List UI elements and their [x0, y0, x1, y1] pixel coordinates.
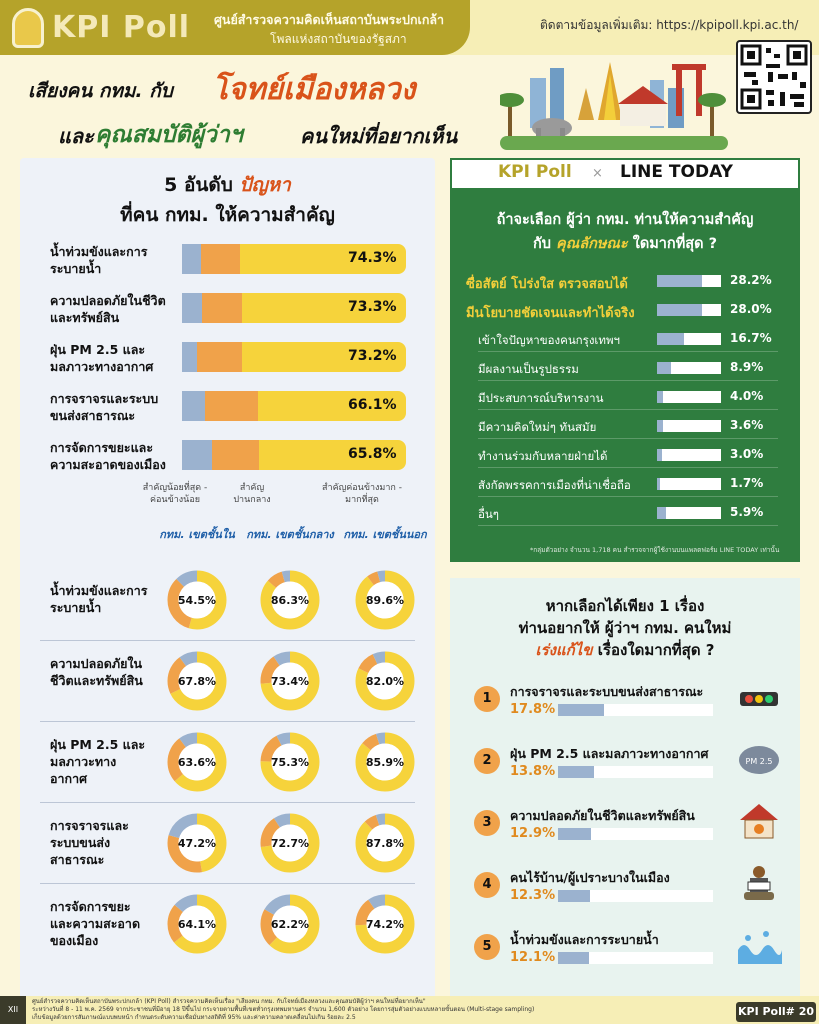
donut-chart: [255, 646, 325, 716]
urgent-issue-value: 13.8%: [510, 764, 556, 779]
traffic-light-icon: [736, 678, 782, 716]
bar-segment-low: [182, 440, 212, 470]
quality-label: ซื่อสัตย์ โปร่งใส ตรวจสอบได้: [466, 277, 628, 292]
donut-value-label: 67.8%: [177, 675, 217, 688]
donut-value-label: 89.6%: [365, 594, 405, 607]
quality-bar: [657, 391, 721, 403]
title-line1-highlight: โจทย์เมืองหลวง: [212, 72, 416, 107]
urgent-issue-value: 12.3%: [510, 888, 556, 903]
quality-label: สังกัดพรรคการเมืองที่น่าเชื่อถือ: [478, 478, 631, 492]
title-line2-suffix: คนใหม่ที่อยากเห็น: [300, 124, 458, 148]
bar-segment-low: [182, 244, 201, 274]
donut-svg: [255, 808, 325, 878]
donut-svg: [350, 646, 420, 716]
quality-row-line: [478, 409, 778, 410]
green-q2-suffix: ใดมากที่สุด ?: [632, 236, 717, 252]
donut-chart: [350, 565, 420, 635]
org-name: ศูนย์สำรวจความคิดเห็นสถาบันพระปกเกล้า: [214, 12, 445, 27]
donut-value-label: 86.3%: [270, 594, 310, 607]
legend-high: สำคัญค่อนข้างมาก - มากที่สุด: [322, 483, 402, 505]
donut-value-label: 73.4%: [270, 675, 310, 688]
house-safety-icon: [736, 802, 782, 840]
quality-row-line: [478, 525, 778, 526]
bangkok-skyline-illustration: [500, 58, 728, 150]
quality-label: อื่นๆ: [478, 507, 499, 521]
partner-brand-kpi: KPI Poll: [498, 162, 572, 182]
pm25-cloud-icon: [736, 740, 782, 778]
green-q1-prefix: ถ้าจะเลือก: [496, 212, 562, 228]
donut-chart: [255, 808, 325, 878]
donut-value-label: 54.5%: [177, 594, 217, 607]
quality-value: 4.0%: [730, 389, 764, 403]
quality-row-line: [478, 467, 778, 468]
quality-bar-fill: [657, 507, 666, 519]
rank-badge: 2: [474, 748, 500, 774]
quality-bar: [657, 507, 721, 519]
donut-row-label: ความปลอดภัยในชีวิตและทรัพย์สิน: [50, 656, 143, 688]
donut-svg: [350, 889, 420, 959]
quality-bar: [657, 304, 721, 316]
donut-value-label: 47.2%: [177, 837, 217, 850]
partner-cross: ×: [592, 166, 603, 181]
methodology-note: [32, 998, 672, 1022]
green-footnote: *กลุ่มตัวอย่าง จำนวน 1,718 คน สำรวจจากผู้ใช้งานบนแพลตฟอร์ม LINE TODAY เท่านั้น: [530, 546, 780, 554]
donut-chart: [162, 565, 232, 635]
legend-mid: สำคัญ ปานกลาง: [233, 483, 271, 505]
donut-svg: [162, 889, 232, 959]
page-number: XII: [0, 996, 26, 1024]
donut-value-label: 87.8%: [365, 837, 405, 850]
donut-svg: [162, 646, 232, 716]
urgent-question-highlight: เร่งแก้ไข: [535, 641, 593, 659]
quality-bar: [657, 362, 721, 374]
bar-category-label: การจราจรและระบบขนส่งสาธารณะ: [50, 391, 159, 423]
donut-value-label: 82.0%: [365, 675, 405, 688]
methodology-line1: ศูนย์สำรวจความคิดเห็นสถาบันพระปกเกล้า (KPI Poll) สำรวจความคิดเห็นเรื่อง "เสียงคน กทม. กับโจทย์เมืองหลวงและคุณสมบัติผู้ว่าฯ คนใหม่ที่อยากเห็น": [32, 998, 426, 1005]
row-divider: [40, 721, 415, 722]
title-line1-prefix: เสียงคน กทม. กับ: [28, 80, 173, 102]
quality-bar-fill: [657, 304, 702, 316]
quality-value: 28.0%: [730, 302, 772, 316]
bar-category-label: น้ำท่วมขังและการระบายน้ำ: [50, 244, 148, 276]
donut-chart: [162, 727, 232, 797]
donut-value-label: 63.6%: [177, 756, 217, 769]
kpi-emblem-icon: [12, 8, 44, 48]
green-q2-highlight: คุณลักษณะ: [556, 236, 628, 252]
urgent-question-line3: [450, 638, 800, 662]
quality-bar-fill: [657, 391, 663, 403]
donut-value-label: 74.2%: [365, 918, 405, 931]
bar-segment-low: [182, 342, 197, 372]
bar-value-label: 65.8%: [348, 446, 397, 462]
bar-value-label: 74.3%: [348, 250, 397, 266]
urgent-issue-bar: [558, 952, 713, 964]
quality-value: 28.2%: [730, 273, 772, 287]
donut-svg: [162, 808, 232, 878]
donut-svg: [255, 889, 325, 959]
qr-code-icon[interactable]: [736, 40, 812, 114]
green-question-line2: [450, 232, 800, 255]
problems-title-line1: [20, 170, 435, 200]
flood-water-icon: [736, 926, 782, 964]
donut-svg: [162, 565, 232, 635]
donut-svg: [350, 565, 420, 635]
quality-bar-fill: [657, 362, 671, 374]
bar-category-label: ความปลอดภัยในชีวิตและทรัพย์สิน: [50, 293, 166, 325]
urgent-issue-bar-fill: [558, 828, 591, 840]
methodology-line3: เก็บข้อมูลด้วยการสัมภาษณ์แบบพบหน้า กำหนดระดับความเชื่อมั่นทางสถิติที่ 95% และค่าความคลาดเคลื่อนไม่เกิน ร้อยละ 2.5: [32, 1014, 356, 1021]
donut-chart: [255, 889, 325, 959]
title-line2-prefix: และ: [58, 124, 94, 148]
green-q2-prefix: กับ: [533, 236, 551, 252]
bar-value-label: 66.1%: [348, 397, 397, 413]
urgent-issue-label: การจราจรและระบบขนส่งสาธารณะ: [510, 684, 704, 699]
quality-bar: [657, 449, 721, 461]
urgent-issue-value: 12.9%: [510, 826, 556, 841]
rank-badge: 4: [474, 872, 500, 898]
donut-chart: [162, 808, 232, 878]
urgent-issue-label: ความปลอดภัยในชีวิตและทรัพย์สิน: [510, 808, 695, 823]
donut-svg: [162, 727, 232, 797]
donut-svg: [255, 727, 325, 797]
urgent-question-line1: หากเลือกได้เพียง 1 เรื่อง: [545, 597, 705, 615]
donut-chart: [350, 808, 420, 878]
urgent-issue-label: น้ำท่วมขังและการระบายน้ำ: [510, 932, 659, 947]
bar-segment-low: [182, 293, 202, 323]
urgent-issue-bar: [558, 828, 713, 840]
green-question-line1: [450, 208, 800, 231]
urgent-issue-value: 12.1%: [510, 950, 556, 965]
quality-bar: [657, 275, 721, 287]
donut-row-label: การจัดการขยะและความสะอาดของเมือง: [50, 899, 141, 948]
donut-chart: [255, 727, 325, 797]
bar-value-label: 73.2%: [348, 348, 397, 364]
rank-badge: 1: [474, 686, 500, 712]
bar-segment-low: [182, 391, 205, 421]
donut-chart: [162, 889, 232, 959]
donut-value-label: 75.3%: [270, 756, 310, 769]
bar-segment-mid: [202, 293, 242, 323]
col-head-outer: กทม. เขตชั้นนอก: [343, 528, 427, 541]
green-q1-rest: ผู้ว่า กทม. ท่านให้ความสำคัญ: [566, 212, 754, 228]
urgent-issue-bar: [558, 890, 713, 902]
quality-row-line: [478, 496, 778, 497]
row-divider: [40, 640, 415, 641]
urgent-issue-bar-fill: [558, 890, 590, 902]
urgent-issue-label: ฝุ่น PM 2.5 และมลภาวะทางอากาศ: [510, 746, 709, 761]
donut-chart: [255, 565, 325, 635]
donut-chart: [162, 646, 232, 716]
rank-badge: 3: [474, 810, 500, 836]
quality-value: 3.6%: [730, 418, 764, 432]
bar-category-label: การจัดการขยะและความสะอาดของเมือง: [50, 440, 166, 472]
quality-bar-fill: [657, 275, 702, 287]
donut-row-label: น้ำท่วมขังและการระบายน้ำ: [50, 583, 148, 615]
partner-brand-line: LINE TODAY: [620, 162, 733, 182]
quality-bar-fill: [657, 478, 660, 490]
quality-value: 3.0%: [730, 447, 764, 461]
donut-row-label: ฝุ่น PM 2.5 และมลภาวะทางอากาศ: [50, 737, 146, 786]
donut-chart: [350, 646, 420, 716]
quality-row-line: [478, 438, 778, 439]
problems-title-highlight: ปัญหา: [239, 174, 291, 196]
quality-label: เข้าใจปัญหาของคนกรุงเทพฯ: [478, 333, 620, 347]
donut-chart: [350, 727, 420, 797]
col-head-inner: กทม. เขตชั้นใน: [159, 528, 235, 541]
quality-bar: [657, 478, 721, 490]
bar-segment-mid: [201, 244, 240, 274]
quality-bar-fill: [657, 449, 662, 461]
bar-segment-mid: [212, 440, 258, 470]
quality-bar: [657, 333, 721, 345]
org-subtitle: โพลแห่งสถาบันของรัฐสภา: [270, 32, 407, 46]
urgent-question-suffix: เรื่องใดมากที่สุด ?: [597, 641, 715, 659]
donut-value-label: 64.1%: [177, 918, 217, 931]
quality-value: 8.9%: [730, 360, 764, 374]
donut-svg: [350, 808, 420, 878]
bar-segment-mid: [205, 391, 258, 421]
problems-title-prefix: 5 อันดับ: [164, 174, 233, 196]
svg-text:PM 2.5: PM 2.5: [745, 757, 773, 766]
urgent-issue-label: คนไร้บ้าน/ผู้เปราะบางในเมือง: [510, 870, 670, 885]
homeless-person-icon: [736, 864, 782, 902]
donut-value-label: 85.9%: [365, 756, 405, 769]
bar-segment-mid: [197, 342, 242, 372]
quality-bar-fill: [657, 420, 663, 432]
urgent-issue-bar-fill: [558, 952, 589, 964]
urgent-question-line2: ท่านอยากให้ ผู้ว่าฯ กทม. คนใหม่: [518, 619, 732, 637]
donut-value-label: 62.2%: [270, 918, 310, 931]
quality-bar: [657, 420, 721, 432]
quality-label: ทำงานร่วมกับหลายฝ่ายได้: [478, 449, 608, 463]
quality-label: มีประสบการณ์บริหารงาน: [478, 391, 604, 405]
urgent-issue-bar: [558, 766, 713, 778]
quality-value: 16.7%: [730, 331, 772, 345]
quality-row-line: [478, 351, 778, 352]
follow-link[interactable]: ติดตามข้อมูลเพิ่มเติม: https://kpipoll.kpi.ac.th/: [540, 18, 799, 32]
row-divider: [40, 802, 415, 803]
urgent-issue-bar: [558, 704, 713, 716]
problems-title-line2: ที่คน กทม. ให้ความสำคัญ: [120, 204, 335, 226]
urgent-issue-bar-fill: [558, 704, 604, 716]
donut-value-label: 72.7%: [270, 837, 310, 850]
bar-value-label: 73.3%: [348, 299, 397, 315]
quality-value: 1.7%: [730, 476, 764, 490]
rank-badge: 5: [474, 934, 500, 960]
donut-svg: [255, 646, 325, 716]
donut-row-label: การจราจรและระบบขนส่งสาธารณะ: [50, 818, 129, 867]
donut-svg: [255, 565, 325, 635]
brand-logo[interactable]: KPI Poll: [52, 10, 191, 45]
methodology-line2: ระหว่างวันที่ 8 - 11 พ.ค. 2569 จากประชาชนที่มีอายุ 18 ปีขึ้นไป กระจายตามพื้นที่เขตทั่วกรุงเทพมหานคร จำนวน 1,600 ตัวอย่าง โดยการสุ่มตัวอย่างแบบหลายขั้นตอน (Multi-stage sampling): [32, 1006, 535, 1013]
quality-row-line: [478, 380, 778, 381]
title-line2-highlight: คุณสมบัติผู้ว่าฯ: [95, 122, 243, 148]
urgent-issue-bar-fill: [558, 766, 594, 778]
urgent-issue-value: 17.8%: [510, 702, 556, 717]
bar-category-label: ฝุ่น PM 2.5 และมลภาวะทางอากาศ: [50, 342, 154, 374]
col-head-middle: กทม. เขตชั้นกลาง: [246, 528, 334, 541]
poll-number-tag: KPI Poll# 20: [736, 1002, 816, 1022]
donut-svg: [350, 727, 420, 797]
legend-low: สำคัญน้อยที่สุด - ค่อนข้างน้อย: [142, 483, 208, 505]
donut-chart: [350, 889, 420, 959]
row-divider: [40, 883, 415, 884]
quality-label: มีความคิดใหม่ๆ ทันสมัย: [478, 420, 597, 434]
quality-label: มีผลงานเป็นรูปธรรม: [478, 362, 579, 376]
quality-label: มีนโยบายชัดเจนและทำได้จริง: [466, 306, 635, 321]
quality-bar-fill: [657, 333, 684, 345]
quality-value: 5.9%: [730, 505, 764, 519]
